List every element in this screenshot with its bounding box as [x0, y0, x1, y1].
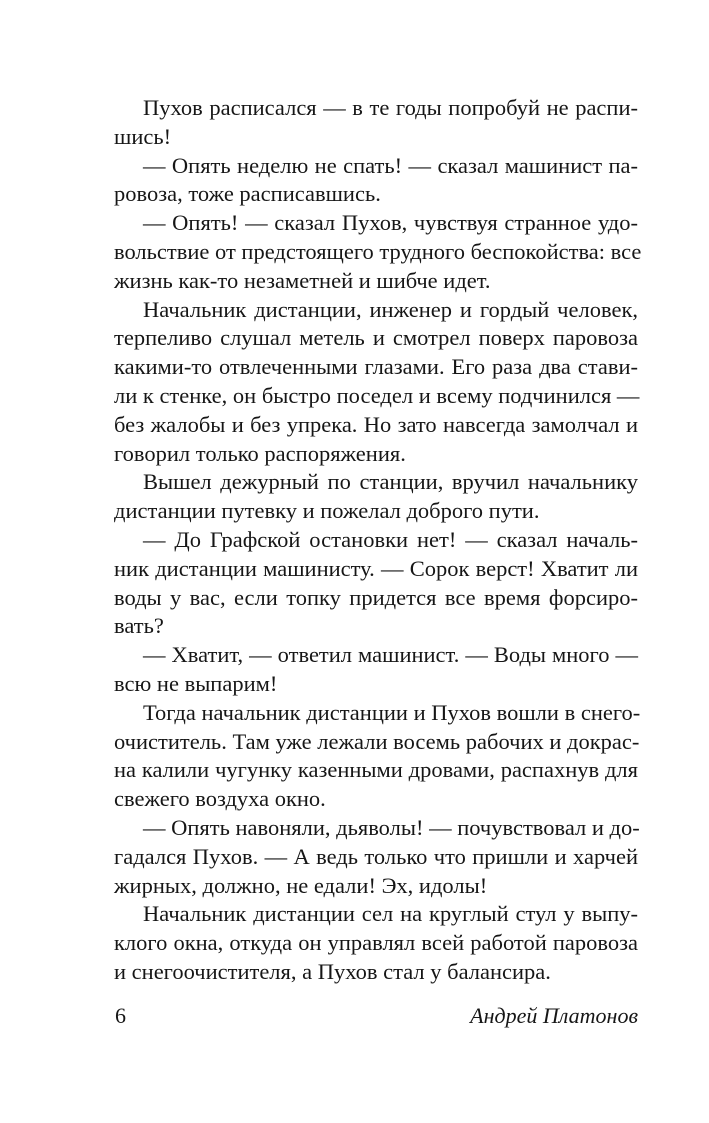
- text-line: ли к стенке, он быстро поседел и всему подчинился —: [114, 382, 640, 408]
- text-line: жирных, должно, не едали! Эх, идолы!: [114, 872, 488, 898]
- text-line: какими-то отвлеченными глазами. Его раза два стави-: [114, 354, 638, 380]
- text-line: всю не выпарим!: [114, 670, 278, 696]
- text-line: — Опять навоняли, дьяволы! — почувствовал и до-: [143, 814, 640, 840]
- text-line: — Опять неделю не спать! — сказал машинист па-: [143, 152, 638, 178]
- text-line: клого окна, откуда он управлял всей работой паровоза: [114, 930, 638, 956]
- text-line: воды у вас, если топку придется все время форсиро-: [114, 584, 638, 610]
- text-line: говорил только распоряжения.: [114, 440, 406, 466]
- text-line: жизнь как-то незаметней и шибче идет.: [114, 267, 491, 293]
- text-line: шись!: [114, 123, 172, 149]
- text-line: вать?: [114, 613, 164, 639]
- text-line: и снегоочистителя, а Пухов стал у балансира.: [114, 958, 551, 984]
- text-line: Начальник дистанции, инженер и гордый человек,: [143, 296, 638, 322]
- text-line: гадался Пухов. — А ведь только что пришли и харчей: [114, 843, 638, 869]
- running-footer-author: Андрей Платонов: [470, 1003, 638, 1028]
- text-line: терпеливо слушал метель и смотрел поверх паровоза: [114, 325, 638, 351]
- text-line: Вышел дежурный по станции, вручил начальнику: [143, 469, 638, 495]
- text-line: — Хватит, — ответил машинист. — Воды много —: [143, 642, 638, 668]
- text-line: ник дистанции машинисту. — Сорок верст! Хватит ли: [114, 555, 638, 581]
- body-text: [114, 94, 642, 987]
- text-line: свежего воздуха окно.: [114, 786, 326, 812]
- text-line: вольствие от предстоящего трудного беспокойства: все: [114, 238, 642, 264]
- text-line: дистанции путевку и пожелал доброго пути.: [114, 498, 540, 524]
- page-number: 6: [115, 1003, 126, 1028]
- text-line: ровоза, тоже расписавшись.: [114, 181, 381, 207]
- text-line: Тогда начальник дистанции и Пухов вошли в снего-: [143, 699, 641, 725]
- text-line: — Опять! — сказал Пухов, чувствуя странное удо-: [143, 210, 638, 236]
- text-line: — До Графской остановки нет! — сказал началь-: [143, 526, 638, 552]
- text-line: Начальник дистанции сел на круглый стул у выпу-: [143, 901, 638, 927]
- text-line: без жалобы и без упрека. Но зато навсегда замолчал и: [114, 411, 638, 437]
- text-line: на калили чугунку казенными дровами, распахнув для: [114, 757, 638, 783]
- text-line: Пухов расписался — в те годы попробуй не распи-: [143, 95, 638, 120]
- text-line: очиститель. Там уже лежали восемь рабочих и докрас-: [114, 728, 640, 754]
